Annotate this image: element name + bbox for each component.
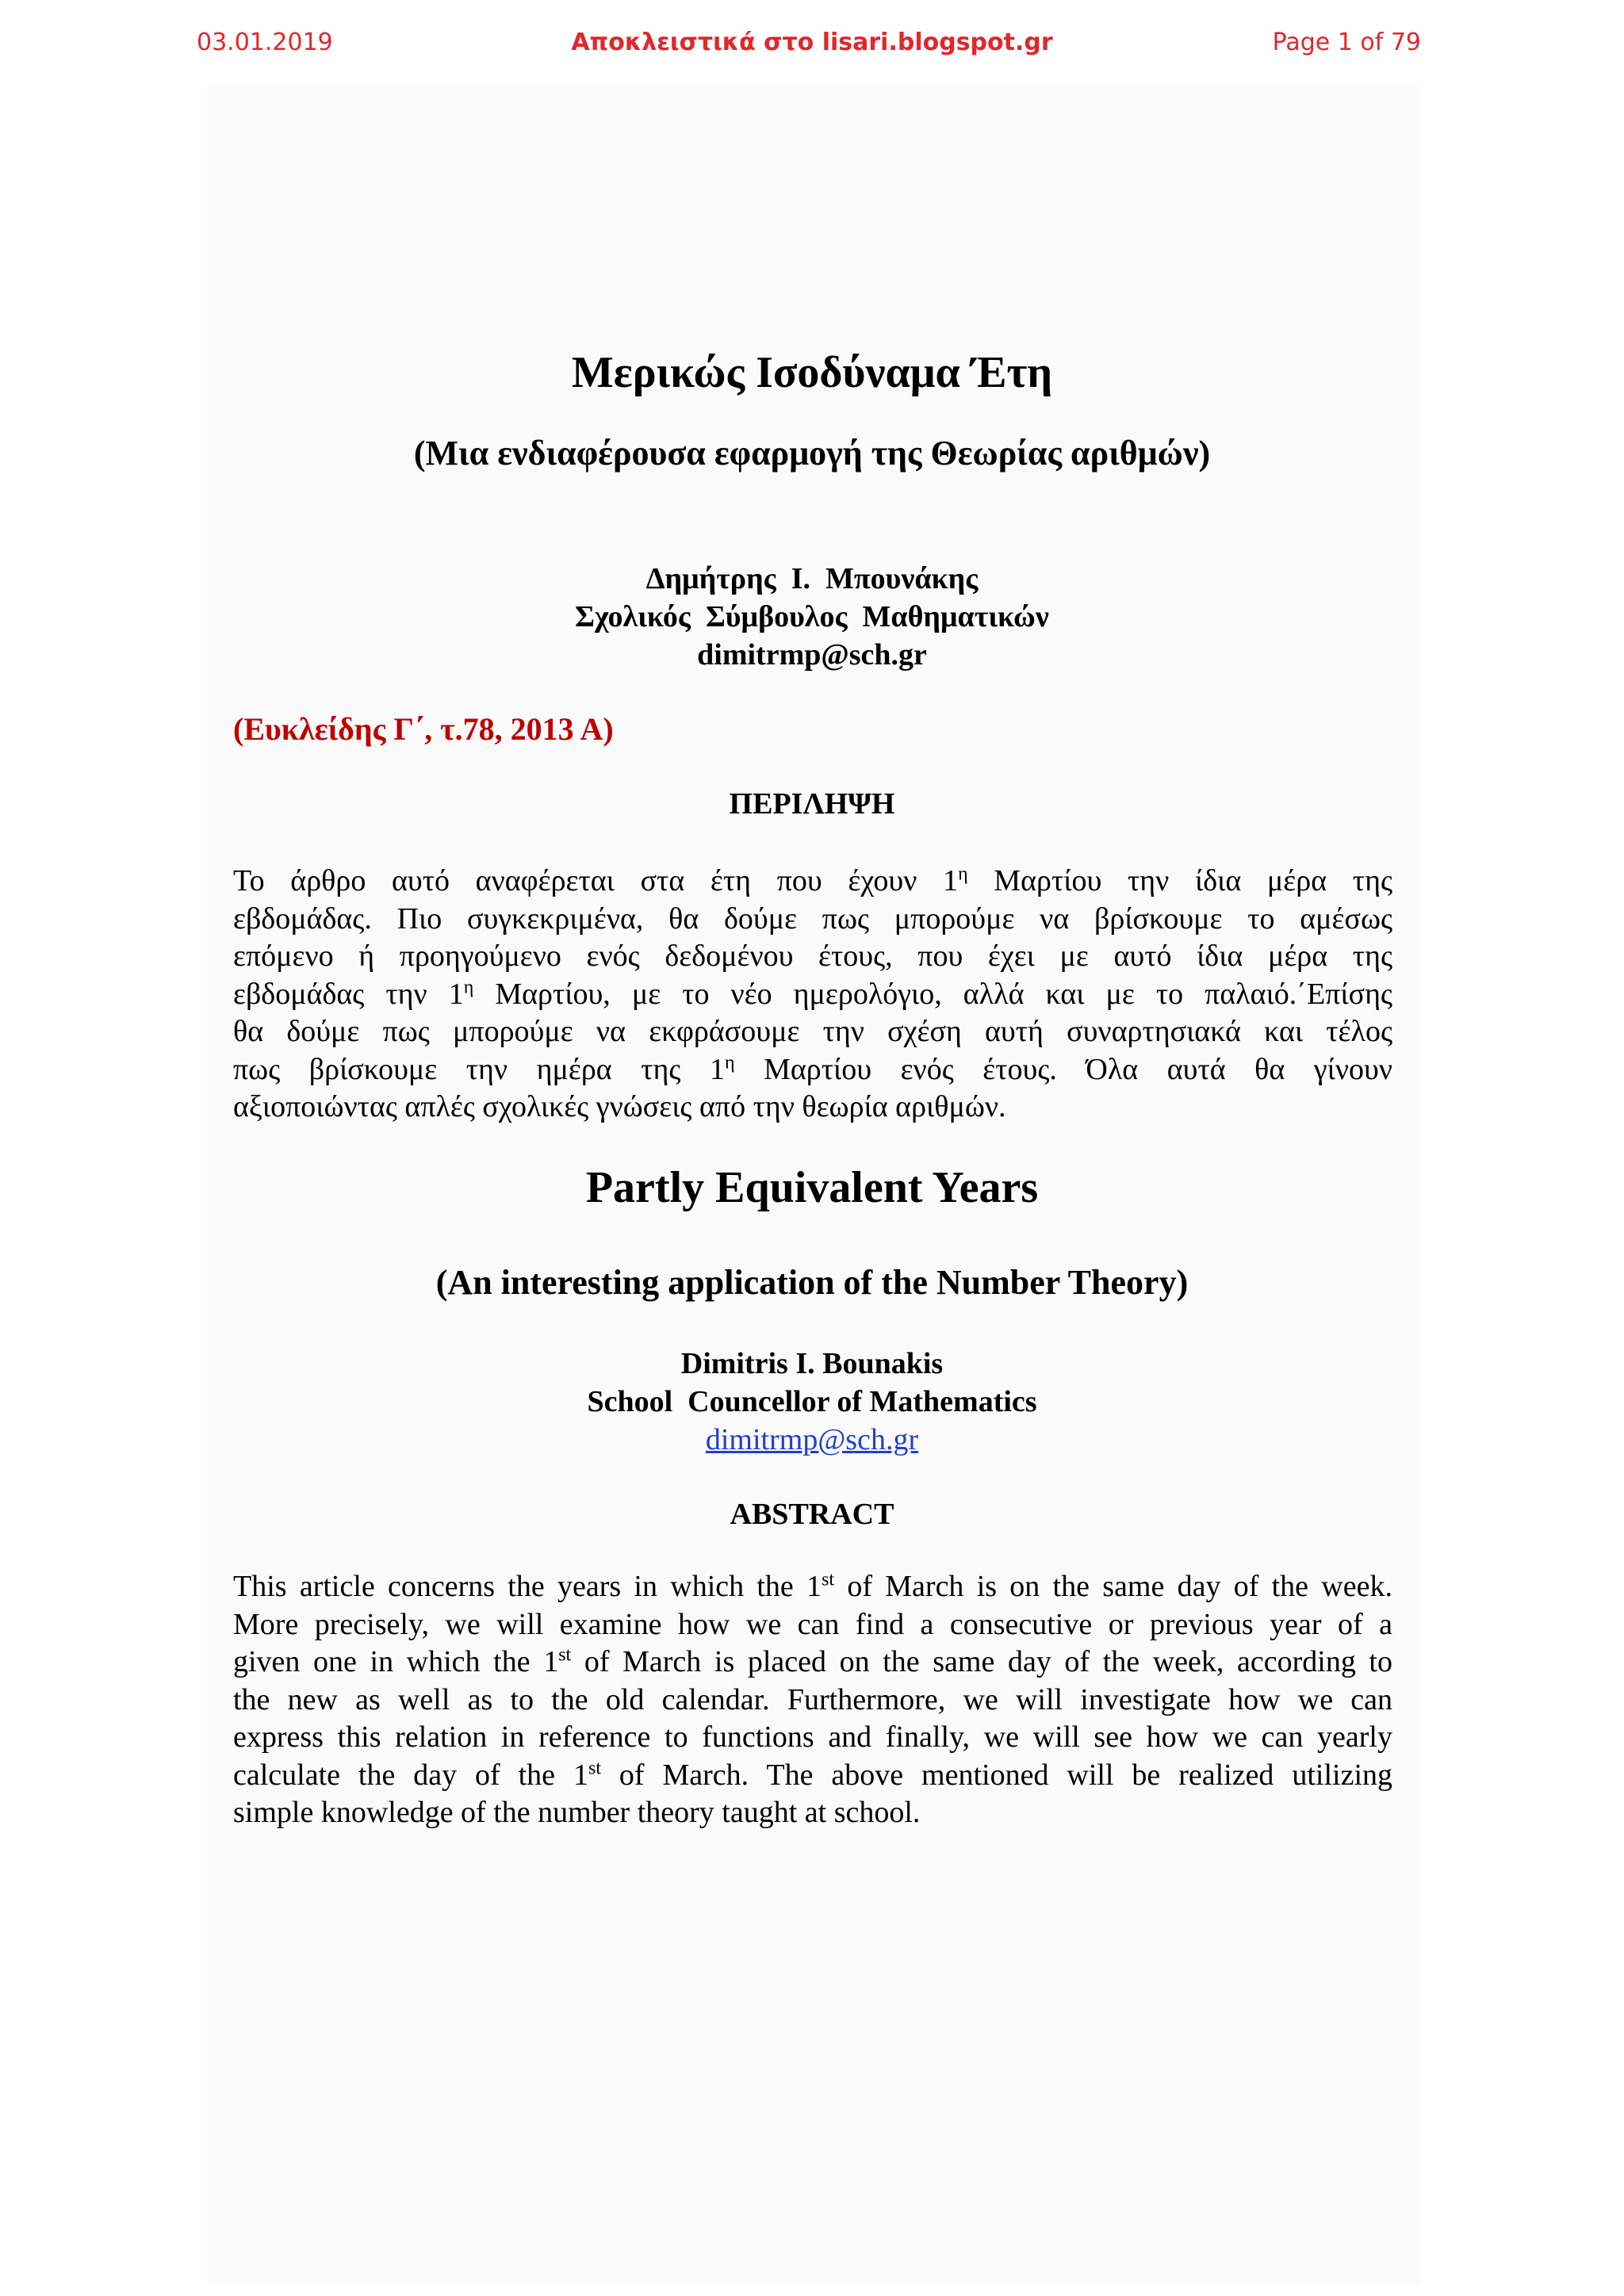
superscript: η xyxy=(463,976,474,997)
english-abstract-heading: ABSTRACT xyxy=(730,1498,894,1531)
paragraph-line xyxy=(233,1757,1392,1795)
line-text: πως βρίσκουμε την ημέρα της 1 xyxy=(233,1052,725,1086)
header-page-number: Page 1 of 79 xyxy=(1272,29,1421,56)
english-title: Partly Equivalent Years xyxy=(585,1163,1039,1212)
paragraph-line xyxy=(233,1794,1392,1832)
paragraph-line xyxy=(233,901,1392,939)
greek-abstract-paragraph xyxy=(233,863,1392,1127)
line-text: εβδομάδας την 1 xyxy=(233,977,464,1011)
line-text: of March is on the same day of the week. xyxy=(834,1570,1392,1603)
greek-title: Μερικώς Ισοδύναμα Έτη xyxy=(571,348,1053,397)
english-abstract-paragraph xyxy=(233,1568,1392,1832)
paragraph-line xyxy=(233,1719,1392,1757)
greek-author-email: dimitrmp@sch.gr xyxy=(697,638,927,672)
line-text: Μαρτίου την ίδια μέρα της xyxy=(967,864,1392,897)
greek-author-role: Σχολικός Σύμβουλος Μαθηματικών xyxy=(575,600,1049,633)
page-header xyxy=(0,29,1624,63)
line-text: Μαρτίου, με το νέο ημερολόγιο, αλλά και με το παλαιό.΄Επίσης xyxy=(473,977,1392,1011)
line-text: επόμενο ή προηγούμενο ενός δεδομένου έτους, που έχει με αυτό ίδια μέρα της xyxy=(233,939,1392,973)
superscript: st xyxy=(822,1569,835,1590)
line-text: αξιοποιώντας απλές σχολικές γνώσεις από την θεωρία αριθμών. xyxy=(233,1090,1006,1123)
english-author-name: Dimitris I. Bounakis xyxy=(680,1347,944,1380)
paragraph-line xyxy=(233,1013,1392,1051)
header-site-title: Αποκλειστικά στο lisari.blogspot.gr xyxy=(571,29,1053,56)
superscript: η xyxy=(958,863,968,885)
line-text: of March. The above mentioned will be realized utilizing xyxy=(601,1758,1393,1792)
line-text: θα δούμε πως μπορούμε να εκφράσουμε την σχέση αυτή συναρτησιακά και τέλος xyxy=(233,1015,1392,1048)
greek-abstract-heading: ΠΕΡΙΛΗΨΗ xyxy=(729,787,895,821)
greek-author-name: Δημήτρης Ι. Μπουνάκης xyxy=(645,562,979,595)
paragraph-line xyxy=(233,1051,1392,1089)
line-text: Μαρτίου ενός έτους. Όλα αυτά θα γίνουν xyxy=(734,1052,1392,1086)
paragraph-line xyxy=(233,1682,1392,1720)
greek-subtitle: (Μια ενδιαφέρουσα εφαρμογή της Θεωρίας αριθμών) xyxy=(413,434,1211,473)
line-text: calculate the day of the 1 xyxy=(233,1758,588,1792)
line-text: simple knowledge of the number theory taught at school. xyxy=(233,1796,921,1829)
line-text: of March is placed on the same day of the week, according to xyxy=(571,1645,1392,1678)
superscript: st xyxy=(588,1757,601,1778)
english-subtitle: (An interesting application of the Number Theory) xyxy=(435,1263,1189,1302)
paragraph-line xyxy=(233,1089,1392,1127)
paragraph-line xyxy=(233,863,1392,901)
line-text: the new as well as to the old calendar. Furthermore, we will investigate how we can xyxy=(233,1682,1392,1716)
superscript: st xyxy=(558,1644,572,1666)
line-text: Το άρθρο αυτό αναφέρεται στα έτη που έχουν 1 xyxy=(233,864,959,897)
paragraph-line xyxy=(233,976,1392,1014)
paragraph-line xyxy=(233,938,1392,976)
citation: (Ευκλείδης Γ΄, τ.78, 2013 Α) xyxy=(233,711,614,747)
line-text: More precisely, we will examine how we can find a consecutive or previous year of a xyxy=(233,1607,1392,1641)
line-text: This article concerns the years in which the 1 xyxy=(233,1570,822,1603)
superscript: η xyxy=(724,1051,735,1073)
greek-author-block xyxy=(0,560,1624,674)
english-author-role: School Councellor of Mathematics xyxy=(587,1385,1037,1418)
english-author-email-link[interactable]: dimitrmp@sch.gr xyxy=(705,1423,919,1456)
english-author-block xyxy=(0,1345,1624,1459)
line-text: εβδομάδας. Πιο συγκεκριμένα, θα δούμε πως μπορούμε να βρίσκουμε το αμέσως xyxy=(233,901,1392,936)
line-text: express this relation in reference to functions and finally, we will see how we can yearly xyxy=(233,1720,1392,1754)
line-text: given one in which the 1 xyxy=(233,1645,559,1678)
paragraph-line xyxy=(233,1568,1392,1606)
paragraph-line xyxy=(233,1644,1392,1682)
header-date: 03.01.2019 xyxy=(197,29,333,56)
paragraph-line xyxy=(233,1606,1392,1644)
